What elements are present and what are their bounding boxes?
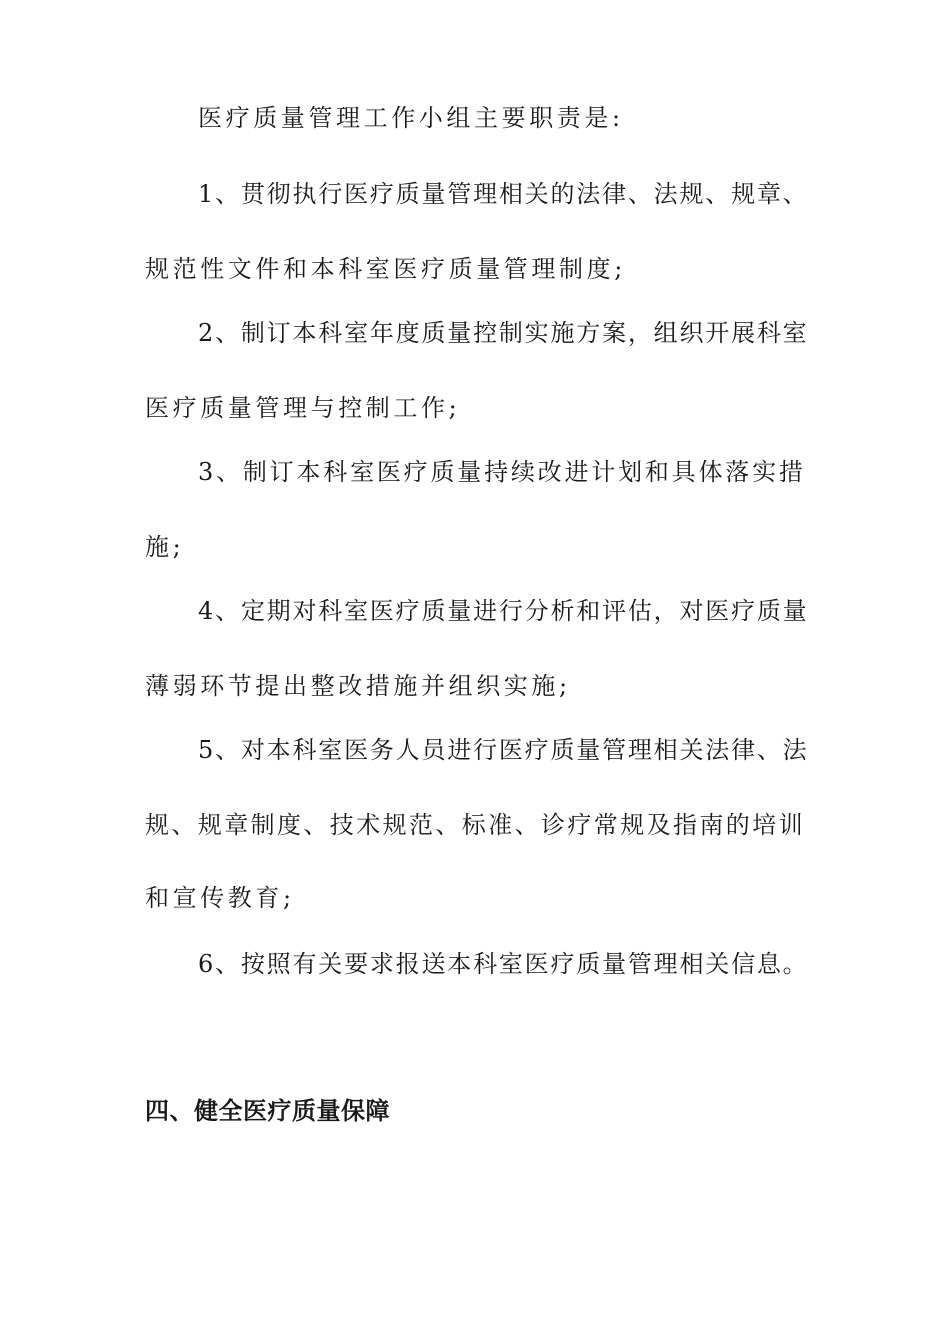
item-4-line-2: 薄弱环节提出整改措施并组织实施; — [145, 672, 571, 700]
item-4-line-1: 4、定期对科室医疗质量进行分析和评估，对医疗质量 — [198, 597, 809, 625]
item-1-line-1: 1、贯彻执行医疗质量管理相关的法律、法规、规章、 — [198, 180, 809, 208]
item-5-line-1: 5、对本科室医务人员进行医疗质量管理相关法律、法 — [198, 736, 809, 764]
item-6-line-1: 6、按照有关要求报送本科室医疗质量管理相关信息。 — [198, 950, 809, 978]
section-heading: 四、健全医疗质量保障 — [145, 1097, 390, 1125]
item-5-line-3: 和宣传教育; — [145, 884, 295, 912]
item-5-line-2: 规、规章制度、技术规范、标准、诊疗常规及指南的培训 — [145, 811, 805, 839]
item-2-line-1: 2、制订本科室年度质量控制实施方案，组织开展科室 — [198, 319, 809, 347]
item-2-line-2: 医疗质量管理与控制工作; — [145, 394, 461, 422]
intro-paragraph: 医疗质量管理工作小组主要职责是: — [198, 104, 624, 132]
item-1-line-2: 规范性文件和本科室医疗质量管理制度; — [145, 255, 626, 283]
item-3-line-1: 3、制订本科室医疗质量持续改进计划和具体落实措 — [198, 458, 806, 486]
item-3-line-2: 施; — [145, 533, 185, 561]
